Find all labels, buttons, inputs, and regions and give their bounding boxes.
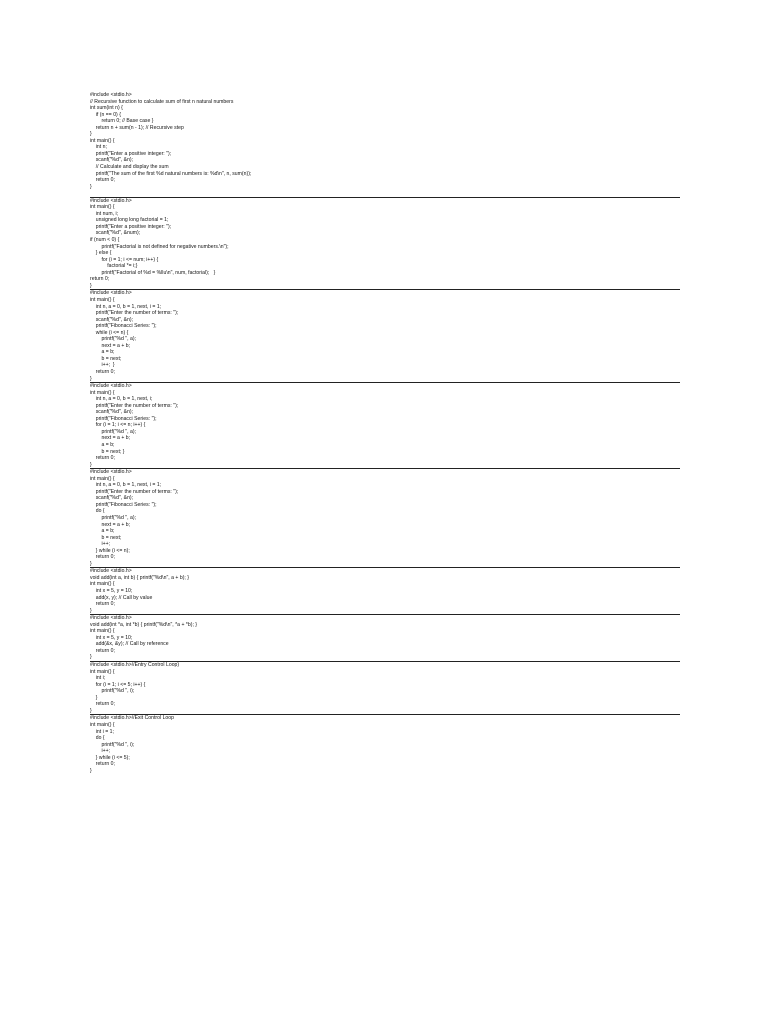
code-line: int main() { [90, 668, 115, 675]
code-line: b = next; } [90, 448, 125, 455]
code-line: int main() { [90, 475, 115, 482]
code-line: printf("Enter a positive integer: "); [90, 223, 172, 230]
code-line: return n + sum(n - 1); // Recursive step [90, 124, 184, 131]
code-line: next = a + b; [90, 342, 131, 349]
code-line: scanf("%d", &n); [90, 157, 134, 164]
code-line: int i; [90, 675, 106, 682]
code-line: return 0; [90, 701, 115, 708]
code-block [90, 198, 680, 291]
code-line: } [90, 131, 92, 138]
code-line: #include <stdio.h> [90, 469, 132, 476]
code-line: int n, a = 0, b = 1, next, i; [90, 396, 153, 403]
code-line: int sum(int n) { [90, 105, 123, 112]
code-line: i++; [90, 541, 111, 548]
code-block [90, 290, 680, 383]
code-line: } while (i <= 5); [90, 754, 130, 761]
code-line: } [90, 607, 92, 614]
code-line: #include <stdio.h> [90, 290, 132, 297]
code-line: printf("%d ", a); [90, 336, 137, 343]
code-line: } [90, 375, 92, 382]
code-line: return 0; [90, 455, 115, 462]
code-line: int num, i; [90, 210, 119, 217]
code-line: scanf("%d", &n); [90, 316, 134, 323]
code-line: return 0; [90, 368, 115, 375]
code-block [90, 568, 680, 615]
code-line: add(&x, &y); // Call by reference [90, 641, 169, 648]
code-line: printf("Factorial is not defined for negative numbers.\n"); [90, 243, 229, 250]
code-line: printf("Enter the number of terms: "); [90, 310, 179, 317]
code-line: #include <stdio.h> [90, 568, 132, 575]
code-line: } [90, 694, 98, 701]
code-line: printf("%d ", a); [90, 428, 137, 435]
code-line: printf("%d ", i); [90, 688, 135, 695]
code-line: } while (i <= n); [90, 547, 130, 554]
code-line: printf("Enter the number of terms: "); [90, 488, 179, 495]
code-line: scanf("%d", &n); [90, 495, 134, 502]
code-line: int i = 1; [90, 728, 114, 735]
code-line [90, 190, 680, 197]
code-line: factorial *= i;} [90, 263, 138, 270]
code-line: i++; [90, 748, 111, 755]
code-line: int main() { [90, 628, 115, 635]
code-line: int main() { [90, 389, 115, 396]
code-line: void add(int a, int b) { printf("%d\n", a + b); } [90, 574, 190, 581]
code-line: } [90, 461, 92, 468]
code-line: do { [90, 508, 105, 515]
code-line: return 0; // Base case } [90, 118, 154, 125]
code-line: } [90, 282, 92, 289]
code-line: } else { [90, 250, 112, 257]
code-line: printf("Enter a positive integer: "); [90, 150, 172, 157]
code-line: int n; [90, 144, 107, 151]
code-line: } [90, 707, 92, 714]
code-line: do { [90, 735, 105, 742]
code-line: printf("Factorial of %d = %llu\n", num, factorial); } [90, 269, 216, 276]
code-line: printf("Fibonacci Series: "); [90, 323, 157, 330]
code-line: #include <stdio.h> [90, 92, 132, 98]
code-line: if (n == 0) { [90, 111, 121, 118]
code-line: int n, a = 0, b = 1, next, i = 1; [90, 303, 162, 310]
code-line: next = a + b; [90, 521, 131, 528]
code-line: } [90, 183, 92, 190]
code-line: } [90, 654, 92, 661]
code-line: for (i = 1; i <= 5; i++) { [90, 681, 146, 688]
code-line: printf("Fibonacci Series: "); [90, 415, 157, 422]
code-line: next = a + b; [90, 435, 131, 442]
code-line: // Calculate and display the sum [90, 164, 169, 171]
code-line: printf("%d ", i); [90, 741, 135, 748]
code-line: #include <stdio.h> [90, 615, 132, 622]
code-line: printf("Enter the number of terms: "); [90, 402, 179, 409]
code-line: unsigned long long factorial = 1; [90, 217, 169, 224]
code-line: #include <stdio.h>//Exit Control Loop [90, 715, 174, 722]
code-line: if (num < 0) { [90, 237, 120, 244]
code-line: return 0; [90, 761, 115, 768]
code-line: a = b; [90, 441, 115, 448]
code-line: return 0; [90, 601, 115, 608]
code-line: int main() { [90, 204, 115, 211]
code-block [90, 615, 680, 662]
code-line: int main() { [90, 581, 115, 588]
code-line: int main() { [90, 721, 115, 728]
code-line: #include <stdio.h> [90, 197, 132, 204]
code-line: a = b; [90, 349, 115, 356]
code-line: return 0; [90, 554, 115, 561]
code-line: b = next; [90, 355, 122, 362]
code-block [90, 469, 680, 568]
code-line: int x = 5, y = 10; [90, 588, 133, 595]
code-line: int main() { [90, 137, 115, 144]
code-line: return 0; [90, 276, 110, 283]
code-line: } [90, 560, 92, 567]
code-line: int x = 5, y = 10; [90, 634, 133, 641]
code-line: while (i <= n) { [90, 329, 129, 336]
code-block [90, 715, 680, 774]
code-block [90, 383, 680, 469]
code-line: printf("The sum of the first %d natural numbers is: %d\n", n, sum(n)); [90, 170, 252, 177]
document-page [90, 92, 680, 774]
code-line: printf("Fibonacci Series: "); [90, 501, 157, 508]
code-block [90, 662, 680, 715]
code-block [90, 92, 680, 198]
code-line: void add(int *a, int *b) { printf("%d\n", *a + *b); } [90, 621, 198, 628]
code-line: return 0; [90, 177, 115, 184]
code-line: printf("%d ", a); [90, 515, 137, 521]
code-line: } [90, 767, 92, 774]
code-line: i++; } [90, 362, 115, 369]
code-line: #include <stdio.h> [90, 383, 132, 390]
code-line: for (i = 1; i <= n; i++) { [90, 422, 146, 429]
code-line: int n, a = 0, b = 1, next, i = 1; [90, 482, 162, 489]
code-line: scanf("%d", &num); [90, 230, 141, 237]
code-line: add(x, y); // Call by value [90, 594, 153, 601]
code-line: // Recursive function to calculate sum of first n natural numbers [90, 98, 234, 105]
code-line: int main() { [90, 296, 115, 303]
code-line: scanf("%d", &n); [90, 409, 134, 416]
code-line: for (i = 1; i <= num; i++) { [90, 256, 159, 263]
code-line: #include <stdio.h>//Entry Control Loop) [90, 662, 180, 669]
code-line: b = next; [90, 534, 122, 541]
code-line: a = b; [90, 528, 115, 535]
code-line: return 0; [90, 647, 115, 654]
